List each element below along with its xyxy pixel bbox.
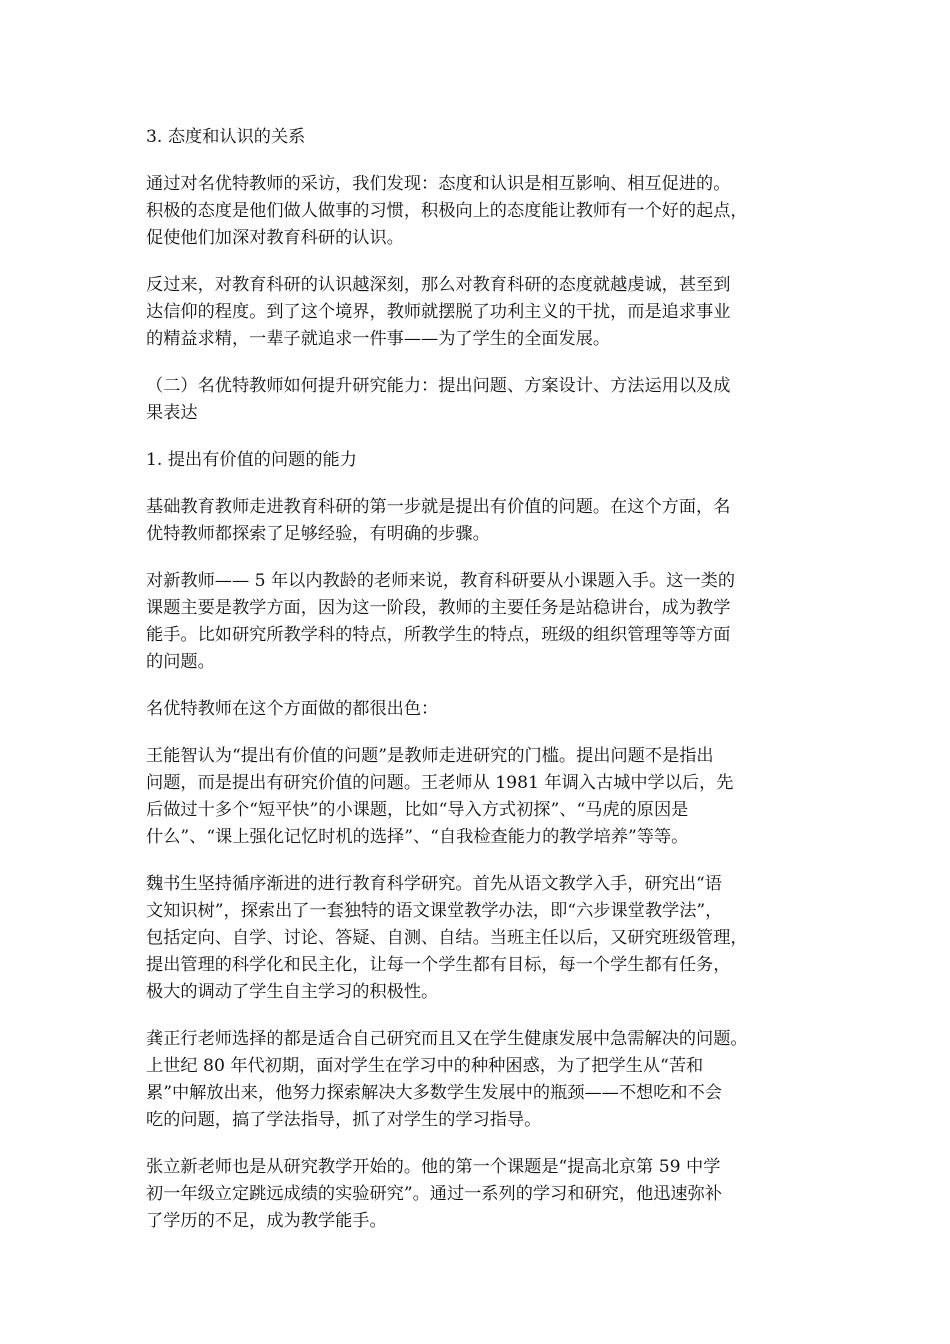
document-body xyxy=(146,124,810,1255)
paragraph: 基础教育教师走进教育科研的第一步就是提出有价值的问题。在这个方面，名 优特教师都探索了足够经验，有明确的步骤。 xyxy=(146,497,731,544)
paragraph: 龚正行老师选择的都是适合自己研究而且又在学生健康发展中急需解决的问题。 上世纪 80 年代初期，面对学生在学习中的种种困惑，为了把学生从“苦和 累”中解放出来，他努力探索解决大多数学生发展中的瓶颈——不想吃和不会 吃的问题，搞了学法指导，抓了对学生的学习指导。 xyxy=(146,1029,748,1130)
paragraph: 王能智认为“提出有价值的问题”是教师走进研究的门槛。提出问题不是指出 问题，而是提出有研究价值的问题。王老师从 1981 年调入古城中学以后，先 后做过十多个“短平快”的小课题，比如“导入方式初探”、“马虎的原因是 什么”、“课上强化记忆时机的选择”、“自我检查能力的教学培养”等等。 xyxy=(146,746,734,847)
paragraph: 名优特教师在这个方面做的都很出色： xyxy=(146,699,439,719)
paragraph: 反过来，对教育科研的认识越深刻，那么对教育科研的态度就越虔诚，甚至到 达信仰的程度。到了这个境界，教师就摆脱了功利主义的干扰，而是追求事业 的精益求精，一辈子就追求一件事——为了学生的全面发展。 xyxy=(146,275,731,349)
paragraph: 通过对名优特教师的采访，我们发现：态度和认识是相互影响、相互促进的。 积极的态度是他们做人做事的习惯，积极向上的态度能让教师有一个好的起点， 促使他们加深对教育科研的认识。 xyxy=(146,174,748,248)
paragraph: 张立新老师也是从研究教学开始的。他的第一个课题是“提高北京第 59 中学 初一年级立定跳远成绩的实验研究”。通过一系列的学习和研究，他迅速弥补 了学历的不足，成为教学能手。 xyxy=(146,1157,722,1231)
heading-attitude-cognition: 3. 态度和认识的关系 xyxy=(146,127,306,147)
paragraph: 魏书生坚持循序渐进的进行教育科学研究。首先从语文教学入手，研究出“语 文知识树”，探索出了一套独特的语文课堂教学办法，即“六步课堂教学法”， 包括定向、自学、讨论、答疑、自测、自结。当班主任以后，又研究班级管理， 提出管理的科学化和民主化，让每一个学生都有目标，每一个学生都有任务， 极大的调动了学生自主学习的积极性。 xyxy=(146,874,748,1002)
section-heading-research-ability: （二）名优特教师如何提升研究能力：提出问题、方案设计、方法运用以及成 果表达 xyxy=(146,376,731,423)
paragraph: 对新教师—— 5 年以内教龄的老师来说，教育科研要从小课题入手。这一类的 课题主要是教学方面，因为这一阶段，教师的主要任务是站稳讲台，成为教学 能手。比如研究所教学科的特点，所教学生的特点，班级的组织管理等等方面 的问题。 xyxy=(146,571,736,672)
heading-valuable-questions: 1. 提出有价值的问题的能力 xyxy=(146,450,357,470)
